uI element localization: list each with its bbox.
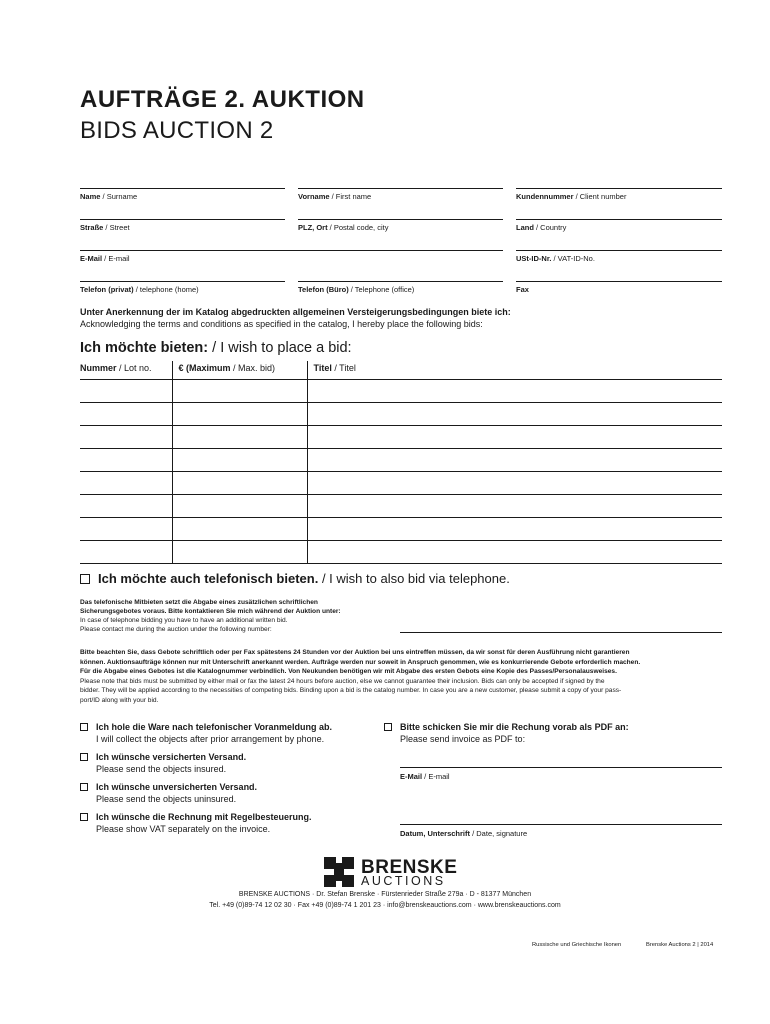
telephone-office-field[interactable]: Telefon (Büro) / Telephone (office) xyxy=(298,281,503,294)
title-cell[interactable] xyxy=(307,448,722,471)
insured-shipping-checkbox[interactable] xyxy=(80,753,88,761)
company-address: BRENSKE AUCTIONS · Dr. Stefan Brenske · Fürstenrieder Straße 279a · D - 81377 München xyxy=(238,891,532,898)
table-row xyxy=(80,540,722,563)
table-row xyxy=(80,494,722,517)
postal-code-city-field[interactable]: PLZ, Ort / Postal code, city xyxy=(298,219,503,232)
lot-cell[interactable] xyxy=(80,517,172,540)
title-cell[interactable] xyxy=(307,517,722,540)
table-row xyxy=(80,471,722,494)
logo-wordmark: BRENSKE xyxy=(361,857,458,878)
date-signature-field[interactable]: Datum, Unterschrift / Date, signature xyxy=(400,824,722,838)
lot-cell[interactable] xyxy=(80,540,172,563)
title-cell[interactable] xyxy=(307,402,722,425)
uninsured-shipping-option[interactable]: Ich wünsche unversicherten Versand. Please send the objects uninsured. xyxy=(80,781,257,805)
page-subtitle: BIDS AUCTION 2 xyxy=(80,117,274,144)
table-row xyxy=(80,379,722,402)
brenske-logo xyxy=(324,857,504,887)
footer-page-info: Brenske Auctions 2 | 2014 xyxy=(646,942,714,948)
telephone-bid-option[interactable]: Ich möchte auch telefonisch bieten. / I wish to also bid via telephone. xyxy=(80,571,510,586)
name-field[interactable]: Name / Surname xyxy=(80,188,285,201)
terms-acknowledgement: Unter Anerkennung der im Katalog abgedruckten allgemeinen Versteigerungsbedingungen biete ich: Acknowledging the terms and conditions as specified in the catalog, I hereby place the following bids: xyxy=(80,307,511,329)
telephone-number-field[interactable] xyxy=(400,632,722,633)
pdf-invoice-checkbox[interactable] xyxy=(384,723,392,731)
bid-cell[interactable] xyxy=(172,425,307,448)
lot-cell[interactable] xyxy=(80,448,172,471)
uninsured-shipping-checkbox[interactable] xyxy=(80,783,88,791)
title-cell[interactable] xyxy=(307,425,722,448)
pdf-invoice-option[interactable]: Bitte schicken Sie mir die Rechung vorab als PDF an: Please send invoice as PDF to: xyxy=(384,721,629,745)
lot-cell[interactable] xyxy=(80,471,172,494)
company-contact: Tel. +49 (0)89-74 12 02 30 · Fax +49 (0)89-74 1 201 23 · info@brenskeauctions.com · www.brenskeauctions.com xyxy=(209,902,561,909)
telephone-bid-checkbox[interactable] xyxy=(80,574,90,584)
title-cell[interactable] xyxy=(307,471,722,494)
bid-section-heading: Ich möchte bieten: / I wish to place a bid: xyxy=(80,340,352,356)
title-cell[interactable] xyxy=(307,494,722,517)
lot-cell[interactable] xyxy=(80,494,172,517)
bid-cell[interactable] xyxy=(172,471,307,494)
page-title: AUFTRÄGE 2. AUKTION xyxy=(80,86,365,113)
invoice-email-field[interactable]: E-Mail / E-mail xyxy=(400,767,722,781)
table-row xyxy=(80,402,722,425)
street-field[interactable]: Straße / Street xyxy=(80,219,285,232)
lot-cell[interactable] xyxy=(80,379,172,402)
table-row xyxy=(80,425,722,448)
insured-shipping-option[interactable]: Ich wünsche versicherten Versand. Please send the objects insured. xyxy=(80,751,246,775)
title-cell[interactable] xyxy=(307,379,722,402)
vat-id-field[interactable]: USt-ID-Nr. / VAT-ID-No. xyxy=(516,250,722,263)
vat-invoice-option[interactable]: Ich wünsche die Rechnung mit Regelbesteuerung. Please show VAT separately on the invoice. xyxy=(80,811,312,835)
vat-invoice-checkbox[interactable] xyxy=(80,813,88,821)
bid-cell[interactable] xyxy=(172,494,307,517)
bid-cell[interactable] xyxy=(172,448,307,471)
bidding-notes: Bitte beachten Sie, dass Gebote schriftlich oder per Fax spätestens 24 Stunden vor der Auktion bei uns eintreffen müssen, da wir sonst für deren Ausführung nicht garantieren können. Auktionsaufträge können nur mit Unterschrift anerkannt werden. Aufträge werden nur soweit in Anspruch genommen, wie es konkurrierende Gebote erforderlich machen. Für die Abgabe eines Gebotes ist die Katalognummer verbindlich. Von Neukunden benötigen wir mit Abgabe des ersten Gebots eine Kopie des Passes/Personalausweises. Please note that bids must be submitted by either mail or fax the latest 24 hours before auction, else we cannot guarantee their inclusion. Bids can only be accepted if signed by the bidder. They will be applied according to the necessities of competing bids. Binding upon a bid is the catalog number. In case you are a new customer, please submit a copy of your pass- port/ID along with your bid. xyxy=(80,649,641,704)
telephone-bid-info: Das telefonische Mitbieten setzt die Abgabe eines zusätzlichen schriftlichen Sicherungsgebotes voraus. Bitte kontaktieren Sie mich während der Auktion unter: In case of telephone bidding you have to have an additional written bid. Please contact me during the auction under the following number: xyxy=(80,599,341,633)
pickup-option[interactable]: Ich hole die Ware nach telefonischer Voranmeldung ab. I will collect the objects after prior arrangement by phone. xyxy=(80,721,332,745)
table-row xyxy=(80,517,722,540)
country-field[interactable]: Land / Country xyxy=(516,219,722,232)
bids-table-header xyxy=(80,361,722,379)
brenske-logo-mark-icon xyxy=(324,857,354,887)
email-field[interactable]: E-Mail / E-mail xyxy=(80,250,503,263)
lot-cell[interactable] xyxy=(80,402,172,425)
column-max-bid: € (Maximum / Max. bid) xyxy=(172,361,307,379)
bid-cell[interactable] xyxy=(172,402,307,425)
client-number-field[interactable]: Kundennummer / Client number xyxy=(516,188,722,201)
lot-cell[interactable] xyxy=(80,425,172,448)
bids-table xyxy=(80,361,722,564)
telephone-home-field[interactable]: Telefon (privat) / telephone (home) xyxy=(80,281,285,294)
bid-cell[interactable] xyxy=(172,540,307,563)
fax-field[interactable]: Fax xyxy=(516,281,722,294)
pickup-checkbox[interactable] xyxy=(80,723,88,731)
column-lot-number: Nummer / Lot no. xyxy=(80,361,172,379)
bid-cell[interactable] xyxy=(172,379,307,402)
footer-catalog-title: Russische und Griechische Ikonen xyxy=(532,942,622,948)
column-title: Titel / Titel xyxy=(307,361,722,379)
logo-subtitle: AUCTIONS xyxy=(361,874,446,888)
title-cell[interactable] xyxy=(307,540,722,563)
bid-cell[interactable] xyxy=(172,517,307,540)
table-row xyxy=(80,448,722,471)
first-name-field[interactable]: Vorname / First name xyxy=(298,188,503,201)
